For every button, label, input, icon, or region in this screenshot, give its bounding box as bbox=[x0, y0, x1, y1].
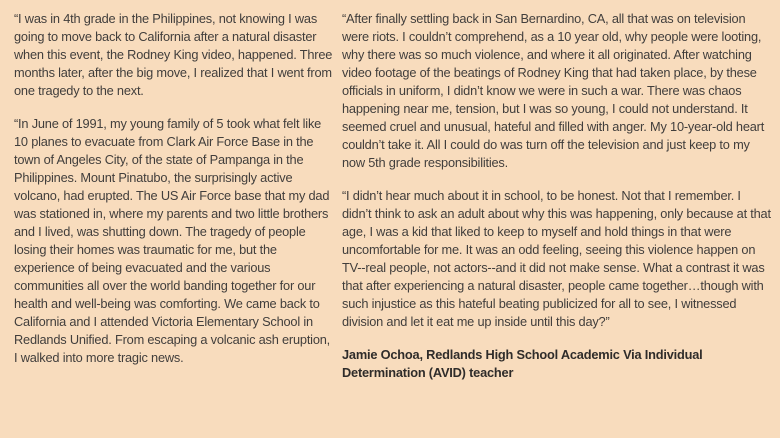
quote-paragraph-school-reflection: “I didn’t hear much about it in school, to be honest. Not that I remember. I didn’t think to ask an adult about why this was happening, only because at that age, I was a kid that liked to keep to myself and hold things in that were uncomfortable for me. It was an odd feeling, seeing this violence happen on TV--real people, not actors--and it did not make sense. What a contrast it was that after experiencing a natural disaster, people came together…though with such injustice as this hateful beating publicized for all to see, I witnessed division and let it eat me up inside until this day?” bbox=[342, 188, 771, 329]
left-column bbox=[14, 10, 334, 438]
right-column bbox=[342, 10, 772, 438]
quote-paragraph-pinatubo-evacuation: “In June of 1991, my young family of 5 took what felt like 10 planes to evacuate from Clark Air Force Base in the town of Angeles City, of the state of Pampanga in the Philippines. Mount Pinatubo, the surprisingly active volcano, had erupted. The US Air Force base that my dad was stationed in, where my parents and two little brothers and I lived, was shutting down. The tragedy of people losing their homes was traumatic for me, but the experience of being evacuated and the various communities all over the world banding together for our health and well-being was comforting. We came back to California and I attended Victoria Elementary School in Redlands Unified. From escaping a volcanic ash eruption, I walked into more tragic news. bbox=[14, 116, 331, 365]
quote-paragraph-san-bernardino-riots: “After finally settling back in San Bernardino, CA, all that was on television were riots. I couldn’t comprehend, as a 10 year old, why people were looting, why there was so much violence, and where it all originated. After watching video footage of the beatings of Rodney King that had taken place, by these officials in uniform, I didn’t know we were in such a war. There was chaos happening near me, tension, but I was so young, I could not understand. It seemed cruel and unusual, hateful and filled with anger. My 10-year-old heart couldn’t take it. All I could do was turn off the television and just keep to my now 5th grade responsibilities. bbox=[342, 11, 765, 170]
attribution: Jamie Ochoa, Redlands High School Academic Via Individual Determination (AVID) teacher bbox=[342, 347, 703, 380]
quote-paragraph-philippines: “I was in 4th grade in the Philippines, not knowing I was going to move back to California after a natural disaster when this event, the Rodney King video, happened. Three months later, after the big move, I realized that I went from one tragedy to the next. bbox=[14, 11, 333, 98]
